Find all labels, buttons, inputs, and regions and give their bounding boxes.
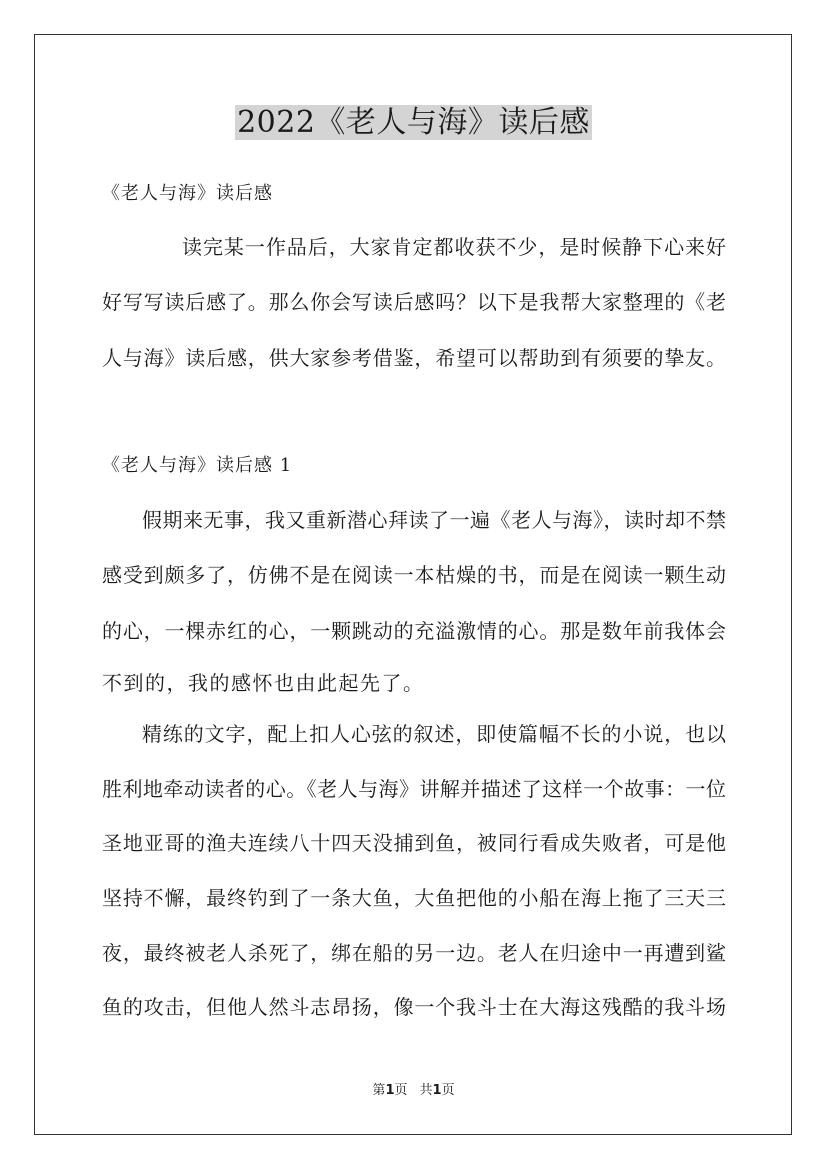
- section-heading-1: 《老人与海》读后感 1: [102, 455, 293, 476]
- paragraph2-line-1: 精练的文字，配上扣人心弦的叙述，即使篇幅不长的小说，也以: [142, 722, 726, 746]
- intro-heading: 《老人与海》读后感: [102, 183, 273, 204]
- paragraph2-line-4: 坚持不懈，最终钓到了一条大鱼，大鱼把他的小船在海上拖了三天三: [102, 886, 726, 910]
- paragraph1-line-1: 假期来无事，我又重新潜心拜读了一遍《老人与海》，读时却不禁: [142, 508, 726, 532]
- document-title-text: 2022《老人与海》读后感: [237, 105, 590, 140]
- document-title: [0, 102, 827, 144]
- footer-page-suffix: 页: [394, 1083, 408, 1098]
- footer-total-number: 1: [432, 1083, 442, 1098]
- paragraph1-line-4: 不到的，我的感怀也由此起先了。: [102, 671, 425, 695]
- footer-page-prefix: 第: [372, 1083, 386, 1098]
- footer-total-suffix: 页: [441, 1083, 455, 1098]
- paragraph2-line-3: 圣地亚哥的渔夫连续八十四天没捕到鱼，被同行看成失败者，可是他: [102, 831, 726, 855]
- intro-line-2: 好写写读后感了。那么你会写读后感吗？以下是我帮大家整理的《老: [102, 290, 726, 314]
- paragraph1-line-2: 感受到颇多了，仿佛不是在阅读一本枯燥的书，而是在阅读一颗生动: [102, 563, 726, 587]
- paragraph2-line-6: 鱼的攻击，但他人然斗志昂扬，像一个我斗士在大海这残酷的我斗场: [102, 995, 726, 1019]
- page-footer: [0, 1082, 827, 1100]
- footer-page-number: 1: [385, 1083, 395, 1098]
- paragraph1-line-3: 的心，一棵赤红的心，一颗跳动的充溢激情的心。那是数年前我体会: [102, 619, 726, 643]
- paragraph2-line-5: 夜，最终被老人杀死了，绑在船的另一边。老人在归途中一再遭到鲨: [102, 941, 726, 965]
- footer-total-prefix: 共: [419, 1083, 433, 1098]
- intro-line-3: 人与海》读后感，供大家参考借鉴，希望可以帮助到有须要的挚友。: [102, 346, 726, 370]
- paragraph2-line-2: 胜利地牵动读者的心。《老人与海》讲解并描述了这样一个故事：一位: [102, 777, 726, 801]
- intro-line-1: 读完某一作品后，大家肯定都收获不少，是时候静下心来好: [182, 235, 726, 259]
